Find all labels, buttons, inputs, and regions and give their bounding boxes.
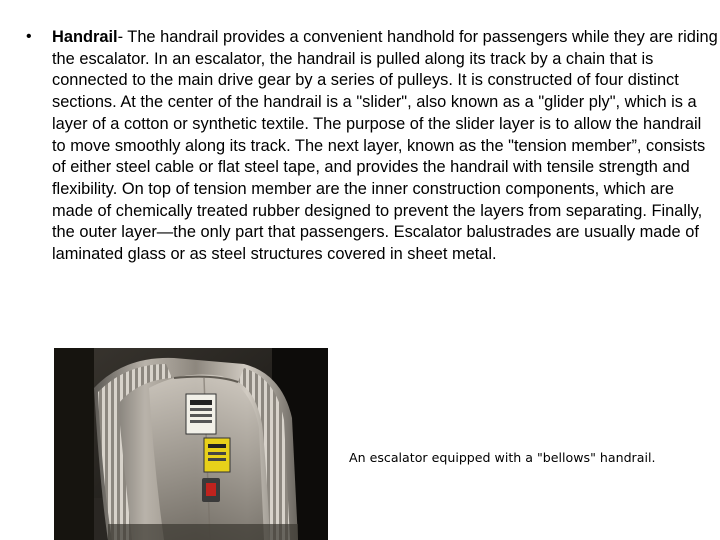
photo-caption: An escalator equipped with a "bellows" handrail. (349, 450, 656, 465)
escalator-photo-drawing (54, 348, 328, 540)
bullet-paragraph (52, 27, 718, 266)
bullet-term: Handrail (52, 28, 118, 46)
bullet-body: - The handrail provides a convenient handhold for passengers while they are riding the escalator. In an escalator, the handrail is pulled along its track by a chain that is connected to the main drive gear by a series of pulleys. It is constructed of four distinct sections. At the center of the handrail is a "slider", also known as a "glider ply", which is a layer of a cotton or synthetic textile. The purpose of the slider layer is to allow the handrail to move smoothly along its track. The next layer, known as the "tension member”, consists of either steel cable or flat steel tape, and provides the handrail with tensile strength and flexibility. On top of tension member are the inner construction components, which are made of chemically treated rubber designed to prevent the layers from separating. Finally, the outer layer—the only part that passengers. Escalator balustrades are usually made of laminated glass or as steel structures covered in sheet metal. (52, 28, 718, 264)
escalator-photo (54, 348, 328, 540)
bullet-dot: • (26, 28, 32, 45)
